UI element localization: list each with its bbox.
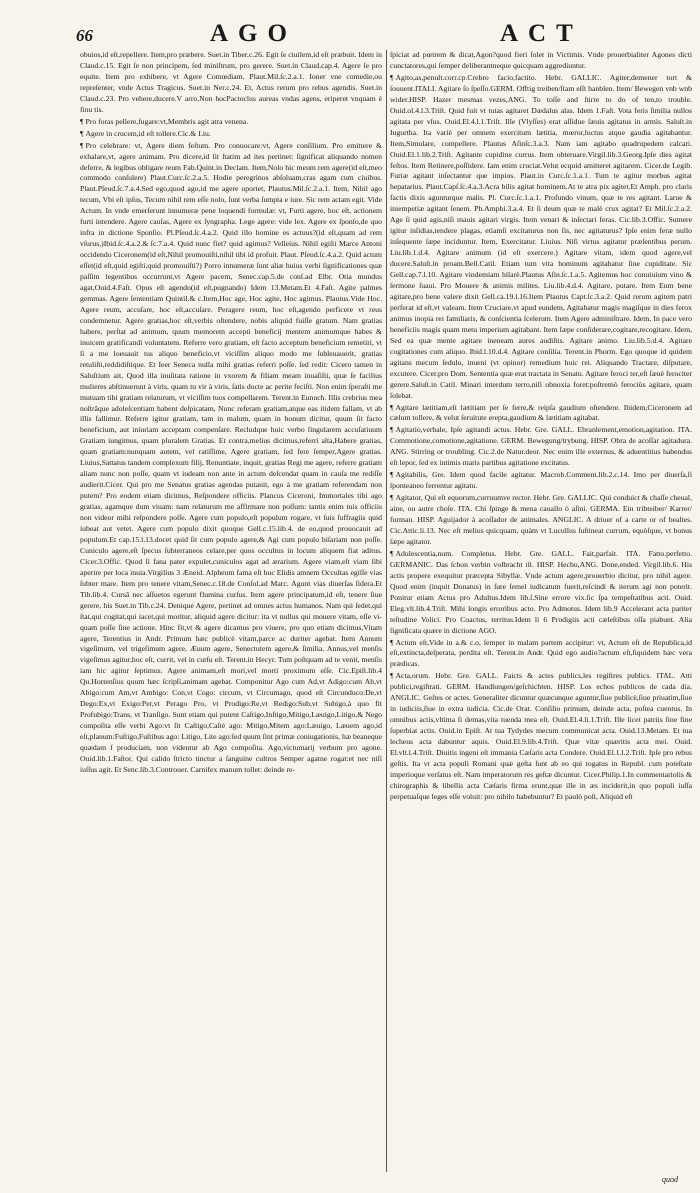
catchword: quod [662,1175,678,1184]
dictionary-entry: ¶ Actum eſt,Vide in a.& c.o, ſemper in malam partem accipitur: vt, Actum eſt de Republica,id eſt,extincta,deſperata, perdita eſt. Terent.in Andr. Quid ego audio?actum eſt,ſiquidem hæc vera prædicas. [390,638,692,671]
dictionary-entry: ſpiciat ad pœtrem & dicat,Agon?quod fieri ſolet in Victimis. Vnde prouerbialiter Agones dicti cunctatores,qui ſemper deliberantneque quicquam aggrediuntur. [390,50,692,70]
dictionary-entry: ¶ Agere in crucem,id eſt tollere.Cic.& Liu. [80,129,382,140]
dictionary-entry: ¶ Pro foras pellere,fugare:vt,Membris agit atra venena. [80,117,382,128]
dictionary-entry: ¶ Agitare lætitiam,eſt lætitiam per ſe ferre,& reipſa gaudium oſtendere. Ibidem,Ciceronem ad cælum tollere, & velut ſeruitute erepta,gaudium & lætitiam agitabat. [390,403,692,425]
dictionary-entry: ¶ Agitabilis, Gre. Idem quod facile agitatur. Macrob.Comment.lib.2.c.14. Imo per diuerſa,ſi ſponteaneo ferrentur agitatu. [390,470,692,492]
dictionary-entry: obuios,id eſt,repellere. Item,pro præbere. Suet.in Tiber.c.26. Egit ſe ciuilem,id eſt præbuit. Idem in Claud.c.15. Egit ſe non principem, ſed miniſtrum, pro gerere. Suet.in Claud.cap.4. Agere ſe pro equite. Item pro exhibere, vt Agere Comœdiam. Plaut.Mil.ſc.2.a.1. Ioner vne comedie,ou repreſenter, vnde Actus Tragicus. Suet.in Ner.c.24. Et, Actus rerum pro rebus agendis. Suet.in Claud.c.23. Pro vehere,ducere.V arro,Non hocPactoclus aureas vndas agens, eriperet vnquam è finu tis. [80,50,382,114]
page-header [0,0,700,48]
dictionary-entry: ¶ Agitatio,verbale, Ipſe agitandi actus. Hebr. Gre. GALL. Ebranlement,emotion,agitation. ITA. Commotione,comotione,agitatione. GERM. Bewegung/trybung. HISP. Obra de acoſſar agitadura. ANG. Stirring or troubling. Cic.2.de Natur.deor. Nec enim ille externus, & aduentitius habendus eſt lepor, ſed ex intimis maris partibus agitatione excitatus. [390,425,692,469]
dictionary-entry: ¶ Adulescentia,num. Completus. Hebr. Gre. GALL. Fait,parfait. ITA. Fatto.perfetto. GERMANIC. Das ſchon verbin volbracht iſt. HISP. Hecho,ANG. Done,ended. Virgil.lib.6. His actis propere exequitur præcepta Sibyllæ. Vnde actum agere,prouerbio dicitur, pro nihil agere. Quod enim (inquit Donatus) in ſure ſemel iudicatum fuerit,reſcindi & iterum agi non poterit. Ponitur etiam Actus pro Adultus.Idem lib.ſ.Sine errore vix.ſic ſpa tempeſtatibus acti. Ouid. Eleg.vlt.lib.4.Triſt. Mihi longis erroribus acto. Pro Admotus. Idem lib.9 Accelerant acta pariter teſtudine Volici. Pro Coactus, territus.Idem li 6 Prodigiis acti cæleſtibus oſſa piabunt. Alia ſignificata quære in dictione AGO. [390,549,692,637]
dictionary-entry: ¶ Acta,orum. Hebr. Gre. GALL. Faicts & actes publics,les regiſtres publics. ITAL. Atti publici,regiſtrati. GERM. Handlungen/geſchichten. HISP. Los echos publicos de cada dia. ANGLIC. Geſtes or actes. Generaliter dicuntur quæcunque aguntur,ſiue publicè,ſiue priuatim,ſiue in iudiciis,ſiue in extra iudicia. Cic.de Orat. Conſilio primum, deinde acta, poſtea cuentus. In omnibus actis,vltima ſi demas,vita tuenda mea eſt. Ouid.El.4.li.1.Triſt. Ille licet patriis ſine fine ſuperbiat actis. Ouid.in Epiſt. At tua Tydydes mecum communicat acta. Ouid.13.Metam. Et tua lecheus acta dabuntur aquis. Ouid.El.9.lib.4.Triſt. Quæ vitæ quæritis acta mei. Ouid. El.vlt.l.4.Triſt. Diuitis ingeni eſt immania Cæſaris acta Condere. Ouid.El.1.l.2.Triſt. Ipſe pro rebus geſtis. Ita vt acta populi Romani quæ geſta ſunt ab eo qui togatus in Republ. cum poteſtate imperioque verſatus eſt. Nam imperatorum res geſtæ dicuntur. Cicer.Philip.1.In commentariolis & chirographis & libellis acta Cæſaris firma erunt,quæ ille in æs inciderit,in quo populi iuſſa perpetuaſque leges eſſe voluit: pro nihilo habebuntur? Et paulò poſt, Aliquid eſt [390,671,692,802]
right-column [390,50,692,1178]
left-column [80,50,382,1178]
page-number: 66 [76,26,93,45]
running-head-right: ACT [500,20,583,47]
running-head-left: AGO [210,20,297,47]
column-divider [386,50,387,1172]
dictionary-entry: ¶ Agito,as,penult.corr.cp.Crebro facio,factito. Hebr. GALLIC. Agiter,demener tort & ſouuent.ITALI. Agitare ſo ſpeſſo.GERM. Offtig treiben/ſtam eſſt hanblen. Item/ Bewegen vnb wnb wider.HISP. Hazer mesmas vezes,ANG. To toſſe and ſtirre to do of ten,to trouble. Ouid.ol.4.l.3.Triſt. Quid fuit vt tutas agitaret Dædalus alas. Idem 1.Faſt. Vota feris ſimilia nullos agitata per vſus. Ouid.El.4.l.1.Triſt. Ille (Vlyſſes) erat aſſidue ſæuis agitatus in armis. Saluſt.in Iugurtha. Ita variè per omnem exercitum lætitia, mœror,luctus atque gaudia agitabantur. Item,Simulare, compellere. Plautus Aſinſc.3.a.3. Nam iam agitabo quadrupedem calcari. Ouid.El.1.lib.2.Triſt. Agitante cupidine currus. Item obteruare.Virgil.lib.3.Georg.Ipſe dies agitat feſtos. Item Retinere,poſſidere. Iam enim cruciat.Velut ecquid amitteret agitarem. Cicer.de Legib. Furiæ agitant inſectantur que impios. Plaut.in Curc.ſc.1.a.1. Tum te agitur morbus agitat hepatarius. Plaut.Capſ.ſc.4.a.3.Acra bilis agitat hominem.At te atra pix agitet.Et Amph. pro claris factis dixis agunturque malis. Pl. Curc.ſc.1.a.1. Profundo vinum, quæ te res agitant. Larue & iniempetiæ agitant ſenem. Ph.Amphi.3.a.4. Et ſi deum quæ te malè crux agitat? Et Mil.ſc.2.a.2. Age ſi quid agis,niſi mauis agitari virgis. Item venari & inſectari feras. Cic.lib.3.Offic. Sumere igitur inſidias,tendere plagas, etiamſi excitaturus non ſis, nec agitaturus? Ipſe enim feræ nullo inſequente ſæpe inciduntur. Item, Exercitatur. Liuius. Niſi virtus agitatur præſentibus perum. Liu.lib.1.d.4. Agitare animum (id eſt exercere.) Agitare vitam, idem quod agere,vel ducere.Saluſt.in proam.Bell.Catil. Etiam tum vita hominum agitabatur ſine cupiditate. Sic Gell.cap.7.l.10. Agitare vindemiam hilarè.Plautus Aſin.ſc.1.a.5. Agitemus hoc conuiuium vino & ſermone ſuaui. Pro Mouere & animis milites. Liu.lib.4.d.4. Agitare, putare. Item Eum bene agitare,pro bene valere dixit Gell.ca.19.l.16.Item Plautus Capt.ſc.3.a.2. Quid rerum agitem patri perferat id eſt,vt valeam. Item Cruciare,vt apud eundem, Agitabatur magis magiſque in dies ferox animus inopia rei familiaris, & conſcientia ſcelerum. Item Agere adminiſtrare. Idem, In pace vero beneficiis magis quam metu imperium agitabant. Item ſæpe conſiderare,cogitare,recogitare. Idem, Sed ea quæ mente agitare ineneam aures audiſtis. Agitare animo. Liu.lib.5.d.4. Agitare cogitationes cum aliquo. Ibid.l.10.d.4. Agitare conſilia. Terent.in Phorm. Ego quoque id quidem agitans mecum ſedulo, inueni (vt opinor) remedium huic rei. Aliquando Tractare, diſputare, excutere. Cicer.pro Dom. Sententia quæ erat tractata in Senatu. Agitare feroci ter,eſt ſæuè ferociter gerere.Saluſt.in Catil. Minari interdum terro,niſi obnoxia foret:poſtremò ferociùs agitare, quam ſolebat. [390,73,692,402]
dictionary-entry: ¶ Agitator, Qui eſt equorum,curruumve rector. Hebr. Gre. GALLIC. Qui conduict & chaſſe cheual, aine, ou autre choſe. ITA. Chi ſpinge & mena cauallo ò aſini. GERMA. Ein tribteiber/ Karrer/ furman. HISP. Aguijador à acoſſador de animales. ANGLIC. A driuer of a carte or of beaſtes. Cic.Attic.li.13. Nec eſt melius quicquam, quàm vt Lucullus ſuſtineat currum, equòſque, vt bonus ſæpe agitator. [390,493,692,548]
dictionary-entry: ¶ Pro celebrare: vt, Agere diem feſtum. Pro conuocare:vt, Agere conſilium. Pro emittere & exhalare,vt, agere animam. Pro dicere,id ſit ſtatim ad ites pertinet: ſignificat aliquando nomen deferre, & legibus obligare reum Fab.Quint.in Declam. Item,Nolo hic meum rem agere(id eſt,meo commodo conſulere) Plaut.Curc.ſc.2.a.5. Hodie peregrinos abſoluam,cras agam cum ciuibus. Plaut.Pſeud.ſc.7.a.4.Sed ego,quod ago,id me agere oportet, Plautus.Mil.ſc.2.a.1. Item, Nihil ago tecum, Vbi eſt ipſus, Tecum nihil rem eſſe nolo, ſunt verba ſumpta e iure. Sic rem actam egit. Vide Actum. In vnde emerſerunt innumeræ pene loquendi formulæ: vt, Furti agere, hoc eſt, actionem furti intendere. Agere cauſas, Agere ex ſyngrapha. Lege agere: vide lex. Agere ex ſponſo,de quo infra in dictione Sponſio. Pl.Pſeud.ſc.4.a.2. Quid illo homine es actuus?(id eſt,quam ad rem vſurus,)Ibid.ſc.4.a.2.& ſc.7.a.4. Quid nunc fiet? quid agimus? Velleius. Nihil egiſti Marce Antoni occidendo Ciceronem(id eſt,Nihil promouiſti,nihil tibi id profuit. Plaut. Pſeud.ſc.4.a.2. Quid actum eſſet(id eſt,quid egiſti,quid promouiſti?) Porro innumeræ ſunt aliæ huius verbi ſignificationes quæ paſſim legentibus occurrunt,vt Agere pacem, Senec.cap.5.de conſ.ad Elbr. Otia mundus agat,Ouid.4.Faſt. Opus eſt agendo(id eſt,pugnando) Idem 13.Metam.Et 4.Faſt. Agite palmes gemmas. Agere ſententiam Quintil.& c.Item,Hoc age, Hoc agite, Hoc agimus. Plautus.Vide Hoc. Agere reum, accuſare, hoc eſt,accuſare. Peragere reum, hoc eſt,agendo perficere vt reus condemnetur. Agere gratias,hoc eſt,verbis oſtendere, nobis aliquid fuiſſe gratum. Nam gratias habere, perſtat ad animum, quum memorem accepti beneficij mentem animumque habes & inuicem gratificandi voluntatem. Referre vero gratiam, eſt facto acceptum beneficium remetiri, vt ſi a me loeuauit tus aliquo beneficio,vt viciſſim aliquo modo me ſubleuauerit, gratias retuliſti,reddidiſtique. Et Ieer Seneca nulla mihi gratias referri poſſe. ſed redit: Cicero tamen in Saluſtium ait, Quod illa inuſitata ratione in vxorem & filiam meam inuaſiſti, quæ ſe facilius mulieres abſtinuerunt à viris, quam tu vir à viris, ſatis docte ac perite feciſti. Non enim ſperaſti me mutuam tibi gratiam relaturum, vt viciſſim tuos compellarem. Terent.in Eunuch. Illis crebrius mea noſtrâque adoleſcentiam habent deſpicatam, Nunc referam gratiam,atque eas itidem fallam, vt ab illis fallimur. Referre igitur gratiam, tam in malum, quam in bonum dicitur, quum ſit facto beneficium, aut iniuriam acceptam compenſare. Recludque huic verbo ſingularem accuſatiuum Gratiam iungimus, quam pluralem Gratias. Et contra,melius dicimus,referri alta,Habere gratias, quam gratiam:nunquam autem, vel ratiſſime, Agere gratiam, ſed fere ſemper,Agere gratias. Liuius,Sattatus tandem complexum filij, Renuntiate, inquit, gratias Regi me agere, referre gratiam aliam nunc non poſſe, quam vt iudeam non ante in actum deſcendat quam in cauſa me rediſſe audierit.Cicer. Qui pro me Senatus gratias agendas putauit, ego à me gratiam referendam non putem? Pro eodem etiam dicimus, Reſpondere officiis. Plancus Ciceroni, Immortales tibi ago gratias, agamque dum viuam: nam relaturum me affirmare non poſſum: tantis enim tuis officiis non videor mihi reſpondere poſſe. Agere cum populo,eſt populum rogare, vt ſuis ſuffragiis quid iubeat aut vetet. Agere cum populo dixit quoque Gell.c.15.lib.4. de eo,quod prouocauit ad populum.Et cap.15.l.13.docet quid ſit cum populo agere,& Agi cum populo biſariam non poſſe. Cuniculo agere,eſt ſpecus ſubterraneos celare,per quos occultus in locum aliquem fiat aditus. Cicer.3.Offic. Quod ſi fana pater expulet,cuniculos agat ad ærarium. Agere viam,eſt viam ſibi aperire per loca inuia.Virgilius 3 Æneid. Alpheum fama eſt huc Elidis amnem Occultas egiſſe vias ſubter mare. Item pro tenere vitam,Senec.c.18.de Conſol.ad Marc. Agunt vias diuerſas ſidera.Et Tib.lib.4. Cursâ nec aſſuetos egerunt flumina curſus. Item agere principatum,id eſt, tenere ſiue gerere, his Suet.in Tib.c.24. Denique Agere, pertinet ad omnes actus humanos. Nam qui ſedet,qui ſtat,qui cogitat,qui iacet,qui moritur, aliquid agere dicitur: ita vt nullus qui mouere vitam, eſſe vi- quam poſſe ſine actione. Hinc fit,vt & agere dicamus pro viuere, pro quo etiam dicimus,Vitam agere, Terentius in Andr. Primum hæc publicè vitam,parce ac duriter agebat. Item Annum vigeſimum, vel trigeſimum agere, Æuum agere, Senectutem agere,& ſimilia. Annus,vel menſis vigeſimus agitur,hoc eſt, currit, vel in curſu eſt. Terent.in Hecyr. Tum poſtquam ad te venit, menſis iam hic agitur ſeptimus. Agere animam,eſt mori,vel morti proximum eſſe. Cic.Epiſt.lib.4 Qu.Hortenſius quum hæc ſcripſi,animam agebat. Componitur Ago cum Ad,vt Adigo:cum Ab,vt Abigo:cum Am,vt Ambigo: Con,vt Cogo: circum, vt Circumago, quod eſt Circunduco:De,vt Dego:Ex,vt Exigo:Per,vt Perago Pro, vt Prodigo:Re,vt Redigo:Sub,vt Subigo,à quo fit Profubigo:Trans, vt Tranſigo. Sunt etiam qui putent Caſtigo,Inſtigo,Mitigo,Læuigo,Litigo,& Nego compoſita eſſe verbi Ago:vt ſit Caſtigo,Caſtè ago: Mitigo,Mitem ago:Læuigo, Læuem ago,id eſt,planum:Fuſtigo,Fuſtibus ago: Litigo, Lite ago:ſed quum ſint primæ coniugationis, hæ beaneque quædam ſ produciam, non videntur ab Ago compoſita. Ago,victumarij verbum pro agone. Ouid.lib.1.Faſtor. Qui calido ſtricto tinctur a ſanguine cultros Semper agatne rogat:et nec niſi iuſſus agit. Et Senc.lib.3.Controuer. Carnifex manum tollet: deinde re- [80,141,382,776]
